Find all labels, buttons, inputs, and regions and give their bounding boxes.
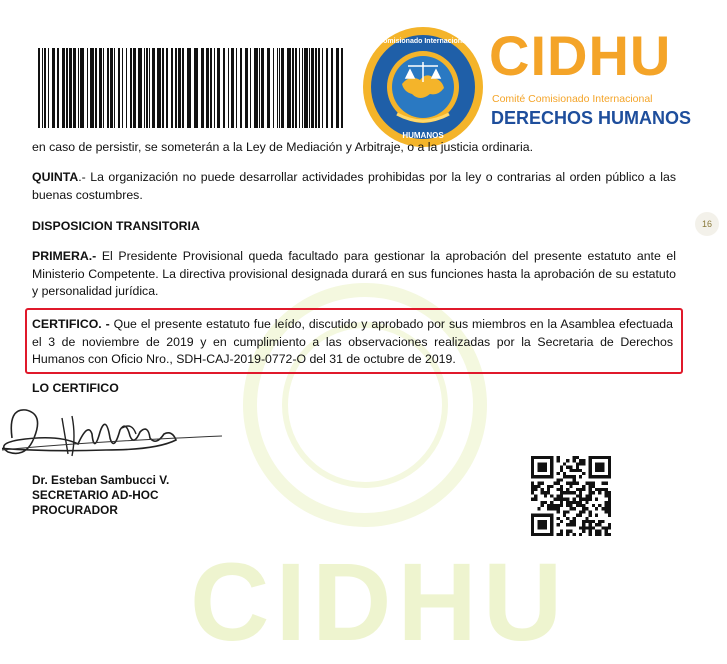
quinta-label: QUINTA [32, 170, 79, 184]
barcode [38, 48, 343, 128]
svg-text:HUMANOS: HUMANOS [402, 131, 444, 140]
signer-role: PROCURADOR [32, 503, 118, 517]
qr-code [531, 456, 611, 536]
page-number-badge: 16 [695, 212, 719, 236]
watermark-text: CIDHU [190, 541, 569, 664]
disposicion-heading: DISPOSICION TRANSITORIA [32, 219, 200, 233]
primera-text: El Presidente Provisional queda facultado para gestionar la aprobación del presente estatuto ante el Ministerio Competente. La directiva provisional designada durará en sus funciones hasta la aprobación de su estatuto y personalidad jurídica. [32, 249, 676, 298]
certifico-text: Que el presente estatuto fue leído, discutido y aprobado por sus miembros en la Asamblea efectuada el 3 de noviembre de 2019 y en cumplimiento a las observaciones realizadas por la Secretaria de Derechos Humanos con Oficio Nro., SDH-CAJ-2019-0772-O del 31 de octubre de 2019. [32, 317, 673, 366]
logo-subtitle-2: DERECHOS HUMANOS [491, 108, 692, 128]
primera-label: PRIMERA.- [32, 249, 97, 263]
logo-title: CIDHU [489, 24, 672, 87]
signature-block [32, 473, 169, 518]
cidhu-seal-logo [362, 26, 484, 148]
paragraph-primera [32, 248, 676, 301]
quinta-text: .- La organización no puede desarrollar actividades prohibidas por la ley o contrarias al orden público a las buenas costumbres. [32, 170, 676, 202]
logo-subtitle: Comité Comisionado Internacional [492, 93, 653, 105]
svg-text:Comisionado Internacional: Comisionado Internacional [378, 38, 468, 45]
signer-title: SECRETARIO AD-HOC [32, 488, 159, 502]
signer-name: Dr. Esteban Sambucci V. [32, 473, 170, 487]
lo-certifico-heading: LO CERTIFICO [32, 381, 119, 395]
cidhu-logo [489, 24, 692, 136]
paragraph-mediacion: en caso de persistir, se someterán a la Ley de Mediación y Arbitraje, o a la justicia ordinaria. [32, 140, 534, 154]
paragraph-certifico [32, 316, 673, 369]
handwritten-signature [2, 398, 227, 478]
paragraph-quinta [32, 169, 676, 204]
certifico-label: CERTIFICO. - [32, 317, 110, 331]
